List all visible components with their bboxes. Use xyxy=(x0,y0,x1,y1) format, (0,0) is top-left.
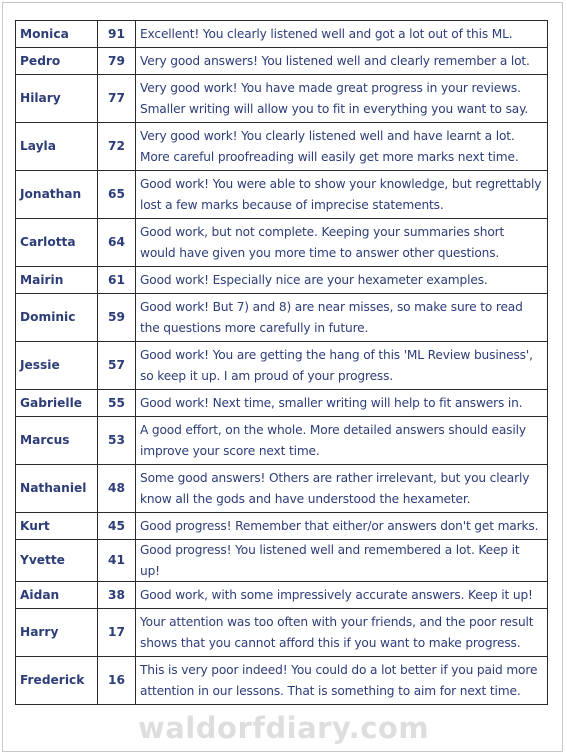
teacher-comment: Very good work! You clearly listened well and have learnt a lot. More careful proofreading will easily get more marks next time. xyxy=(136,123,548,171)
teacher-comment: Good work! Next time, smaller writing will help to fit answers in. xyxy=(136,390,548,417)
table-row xyxy=(16,465,548,513)
student-score: 64 xyxy=(98,219,136,267)
student-score: 57 xyxy=(98,342,136,390)
student-name: Monica xyxy=(16,21,98,48)
student-name: Pedro xyxy=(16,48,98,75)
teacher-comment: A good effort, on the whole. More detailed answers should easily improve your score next time. xyxy=(136,417,548,465)
student-name: Hilary xyxy=(16,75,98,123)
table-row xyxy=(16,171,548,219)
grades-table xyxy=(15,20,548,705)
teacher-comment: Good progress! Remember that either/or answers don't get marks. xyxy=(136,513,548,540)
teacher-comment: Good work! You are getting the hang of this 'ML Review business', so keep it up. I am proud of your progress. xyxy=(136,342,548,390)
student-score: 38 xyxy=(98,582,136,609)
student-name: Jonathan xyxy=(16,171,98,219)
teacher-comment: Good work! But 7) and 8) are near misses, so make sure to read the questions more carefully in future. xyxy=(136,294,548,342)
site-watermark: waldorfdiary.com xyxy=(137,711,430,745)
teacher-comment: Some good answers! Others are rather irrelevant, but you clearly know all the gods and have understood the hexameter. xyxy=(136,465,548,513)
table-row xyxy=(16,219,548,267)
student-score: 16 xyxy=(98,657,136,705)
student-name: Gabrielle xyxy=(16,390,98,417)
student-name: Mairin xyxy=(16,267,98,294)
teacher-comment: This is very poor indeed! You could do a lot better if you paid more attention in our lessons. That is something to aim for next time. xyxy=(136,657,548,705)
student-score: 17 xyxy=(98,609,136,657)
table-row xyxy=(16,540,548,582)
table-row xyxy=(16,123,548,171)
student-name: Layla xyxy=(16,123,98,171)
table-row xyxy=(16,609,548,657)
student-score: 72 xyxy=(98,123,136,171)
student-name: Nathaniel xyxy=(16,465,98,513)
student-score: 59 xyxy=(98,294,136,342)
student-score: 41 xyxy=(98,540,136,582)
table-row xyxy=(16,417,548,465)
table-row xyxy=(16,390,548,417)
teacher-comment: Good work! You were able to show your knowledge, but regrettably lost a few marks because of imprecise statements. xyxy=(136,171,548,219)
student-score: 53 xyxy=(98,417,136,465)
student-score: 55 xyxy=(98,390,136,417)
teacher-comment: Excellent! You clearly listened well and got a lot out of this ML. xyxy=(136,21,548,48)
student-name: Kurt xyxy=(16,513,98,540)
table-row xyxy=(16,75,548,123)
teacher-comment: Very good answers! You listened well and clearly remember a lot. xyxy=(136,48,548,75)
table-row xyxy=(16,657,548,705)
teacher-comment: Good work! Especially nice are your hexameter examples. xyxy=(136,267,548,294)
student-name: Harry xyxy=(16,609,98,657)
student-score: 45 xyxy=(98,513,136,540)
student-score: 91 xyxy=(98,21,136,48)
teacher-comment: Good work, but not complete. Keeping your summaries short would have given you more time to answer other questions. xyxy=(136,219,548,267)
table-row xyxy=(16,342,548,390)
student-name: Aidan xyxy=(16,582,98,609)
table-row xyxy=(16,513,548,540)
student-score: 48 xyxy=(98,465,136,513)
teacher-comment: Good work, with some impressively accurate answers. Keep it up! xyxy=(136,582,548,609)
teacher-comment: Your attention was too often with your friends, and the poor result shows that you cannot afford this if you want to make progress. xyxy=(136,609,548,657)
table-row xyxy=(16,267,548,294)
student-score: 65 xyxy=(98,171,136,219)
table-row xyxy=(16,21,548,48)
student-name: Carlotta xyxy=(16,219,98,267)
table-row xyxy=(16,582,548,609)
student-score: 77 xyxy=(98,75,136,123)
teacher-comment: Good progress! You listened well and remembered a lot. Keep it up! xyxy=(136,540,548,582)
table-row xyxy=(16,48,548,75)
student-name: Frederick xyxy=(16,657,98,705)
student-score: 61 xyxy=(98,267,136,294)
student-name: Jessie xyxy=(16,342,98,390)
student-name: Yvette xyxy=(16,540,98,582)
student-score: 79 xyxy=(98,48,136,75)
student-name: Marcus xyxy=(16,417,98,465)
student-name: Dominic xyxy=(16,294,98,342)
teacher-comment: Very good work! You have made great progress in your reviews. Smaller writing will allow you to fit in everything you want to say. xyxy=(136,75,548,123)
table-row xyxy=(16,294,548,342)
